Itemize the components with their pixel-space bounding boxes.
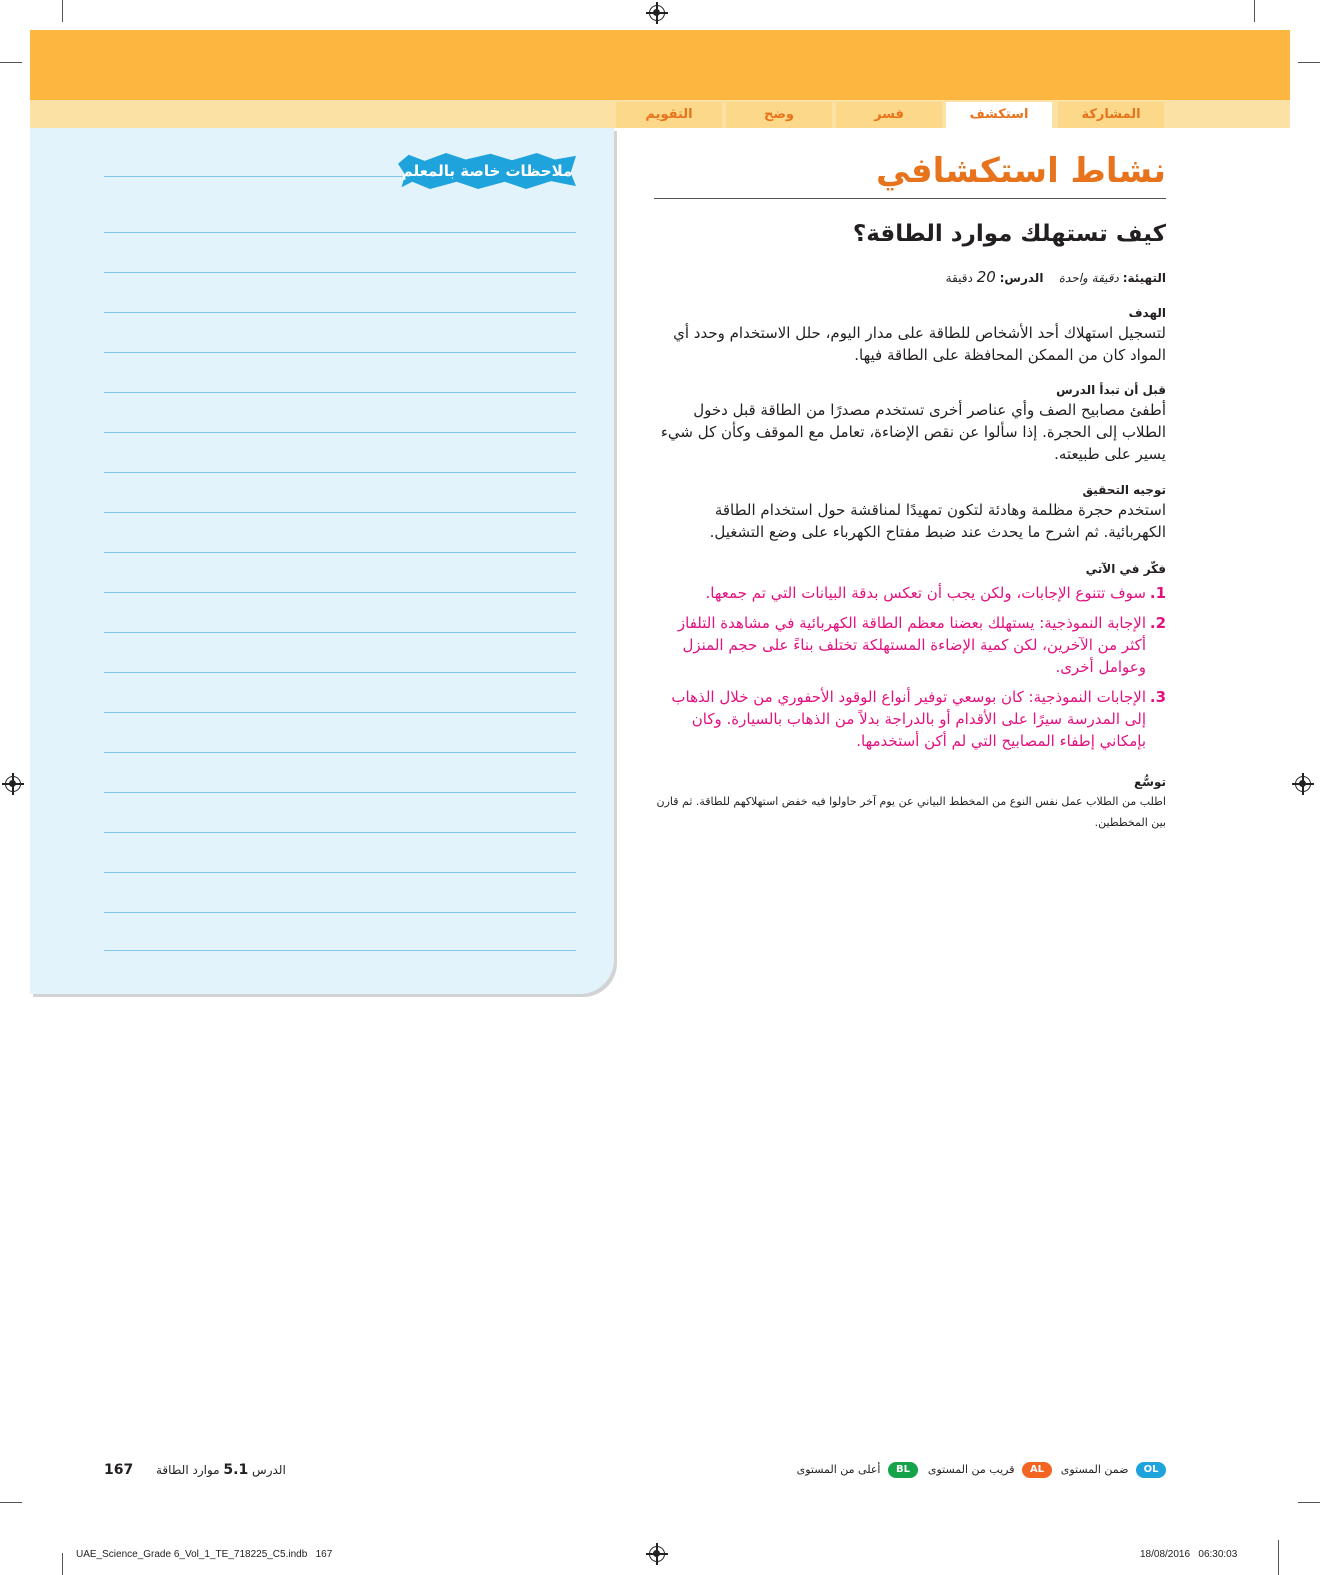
goal-heading: الهدف xyxy=(1128,306,1166,320)
answer-item xyxy=(654,612,1166,678)
note-line xyxy=(104,512,576,513)
registration-mark-icon xyxy=(649,1546,665,1562)
level-label: قريب من المستوى xyxy=(927,1463,1015,1476)
prep-label: التهيئة: xyxy=(1122,271,1166,285)
before-heading: قبل أن تبدأ الدرس xyxy=(1056,383,1166,397)
answer-text: سوف تتنوع الإجابات، ولكن يجب أن تعكس بدقة البيانات التي تم جمعها. xyxy=(705,584,1146,602)
timing-line xyxy=(654,268,1166,287)
think-section xyxy=(654,560,1166,752)
level-label: أعلى من المستوى xyxy=(796,1463,881,1476)
lesson-prefix: الدرس xyxy=(252,1463,286,1477)
before-text: أطفئ مصابيح الصف وأي عناصر أخرى تستخدم مصدرًا من الطاقة قبل دخول الطلاب إلى الحجرة. إذا سألوا عن نقص الإضاءة، تعامل مع الموقف وكأن كل شيء يسير على طبيعته. xyxy=(660,401,1166,463)
answer-number: 2. xyxy=(1149,614,1166,632)
note-line xyxy=(104,832,576,833)
note-line xyxy=(104,432,576,433)
extend-text: اطلب من الطلاب عمل نفس النوع من المخطط البياني عن يوم آخر حاولوا فيه خفض استهلاكهم للطاقة. ثم قارن بين المخططين. xyxy=(656,795,1166,829)
answer-item xyxy=(654,686,1166,752)
guide-section xyxy=(654,481,1166,543)
answer-number: 1. xyxy=(1149,584,1166,602)
note-line xyxy=(104,632,576,633)
tab-explain[interactable]: فسر xyxy=(836,102,942,128)
tab-explore[interactable]: استكشف xyxy=(946,102,1052,130)
registration-mark-icon xyxy=(649,5,665,21)
note-line xyxy=(104,552,576,553)
lesson-number: 5.1 xyxy=(223,1462,249,1478)
slug-datetime: 18/08/2016 06:30:03 xyxy=(1140,1549,1238,1560)
note-line xyxy=(104,176,404,177)
note-line xyxy=(104,752,576,753)
crop-mark xyxy=(1298,62,1320,63)
level-approaching xyxy=(924,1460,1052,1480)
before-section xyxy=(654,381,1166,465)
lesson-unit: دقيقة xyxy=(945,271,973,285)
level-label: ضمن المستوى xyxy=(1060,1463,1129,1476)
extend-section xyxy=(654,773,1166,833)
note-line xyxy=(104,672,576,673)
title-divider xyxy=(654,198,1166,199)
activity-question: كيف تستهلك موارد الطاقة؟ xyxy=(852,221,1166,247)
level-badge: AL xyxy=(1022,1462,1052,1478)
slug-filename: UAE_Science_Grade 6_Vol_1_TE_718225_C5.indb 167 xyxy=(76,1549,333,1560)
note-line xyxy=(104,792,576,793)
level-beyond xyxy=(790,1460,918,1480)
level-badge: BL xyxy=(888,1462,918,1478)
teacher-notes-panel xyxy=(30,128,614,994)
note-line xyxy=(104,312,576,313)
answer-item xyxy=(654,582,1166,604)
guide-text: استخدم حجرة مظلمة وهادئة لتكون تمهيدًا لمناقشة حول استخدام الطاقة الكهربائية. ثم اشرح ما يحدث عند ضبط مفتاح الكهرباء على وضع التشغيل. xyxy=(709,501,1166,541)
note-line xyxy=(104,392,576,393)
lesson-label: الدرس: xyxy=(999,271,1044,285)
goal-section xyxy=(654,304,1166,366)
crop-mark xyxy=(0,62,22,63)
lesson-title: موارد الطاقة xyxy=(156,1463,220,1477)
answer-number: 3. xyxy=(1149,688,1166,706)
note-line xyxy=(104,912,576,913)
activity-heading: نشاط استكشافي xyxy=(875,151,1166,191)
registration-mark-icon xyxy=(5,776,21,792)
note-line xyxy=(104,272,576,273)
guide-heading: توجيه التحقيق xyxy=(1082,483,1166,497)
footer-lesson xyxy=(156,1462,286,1478)
extend-heading: توسُّع xyxy=(1133,775,1166,789)
level-on xyxy=(1058,1460,1166,1480)
tab-engage[interactable]: المشاركة xyxy=(1058,102,1164,128)
note-line xyxy=(104,950,576,951)
tab-elaborate[interactable]: وضح xyxy=(726,102,832,128)
note-line xyxy=(104,592,576,593)
think-heading: فكّر في الآتي xyxy=(1085,562,1166,576)
crop-mark xyxy=(1254,0,1255,22)
prep-value: دقيقة واحدة xyxy=(1058,271,1119,285)
notes-title: ملاحظات خاصة بالمعلم xyxy=(401,162,573,180)
note-line xyxy=(104,232,576,233)
registration-mark-icon xyxy=(1295,776,1311,792)
lesson-minutes: 20 xyxy=(976,268,996,286)
crop-mark xyxy=(1298,1502,1320,1503)
answer-text: الإجابة النموذجية: يستهلك بعضنا معظم الطاقة الكهربائية في مشاهدة التلفاز أكثر من الآخرين، لكن كمية الإضاءة المستهلكة تختلف بناءً على حجم المنزل وعوامل أخرى. xyxy=(677,614,1146,676)
crop-mark xyxy=(1278,1540,1279,1575)
crop-mark xyxy=(0,1502,22,1503)
note-line xyxy=(104,352,576,353)
note-line xyxy=(104,872,576,873)
note-line xyxy=(104,712,576,713)
crop-mark xyxy=(62,1553,63,1575)
page-number: 167 xyxy=(104,1462,134,1478)
level-badge: OL xyxy=(1136,1462,1166,1478)
goal-text: لتسجيل استهلاك أحد الأشخاص للطاقة على مدار اليوم، حلل الاستخدام وحدد أي المواد كان من الممكن المحافظة على الطاقة فيها. xyxy=(673,324,1166,364)
tab-evaluate[interactable]: التقويم xyxy=(616,102,722,128)
answer-text: الإجابات النموذجية: كان بوسعي توفير أنواع الوقود الأحفوري من خلال الذهاب إلى المدرسة سيرًا على الأقدام أو بالدراجة بدلاً من الذهاب بالسيارة. وكان بإمكاني إطفاء المصابيح التي لم أكن أستخدمها. xyxy=(671,688,1146,750)
crop-mark xyxy=(62,0,63,22)
header-band xyxy=(30,30,1290,100)
note-line xyxy=(104,472,576,473)
